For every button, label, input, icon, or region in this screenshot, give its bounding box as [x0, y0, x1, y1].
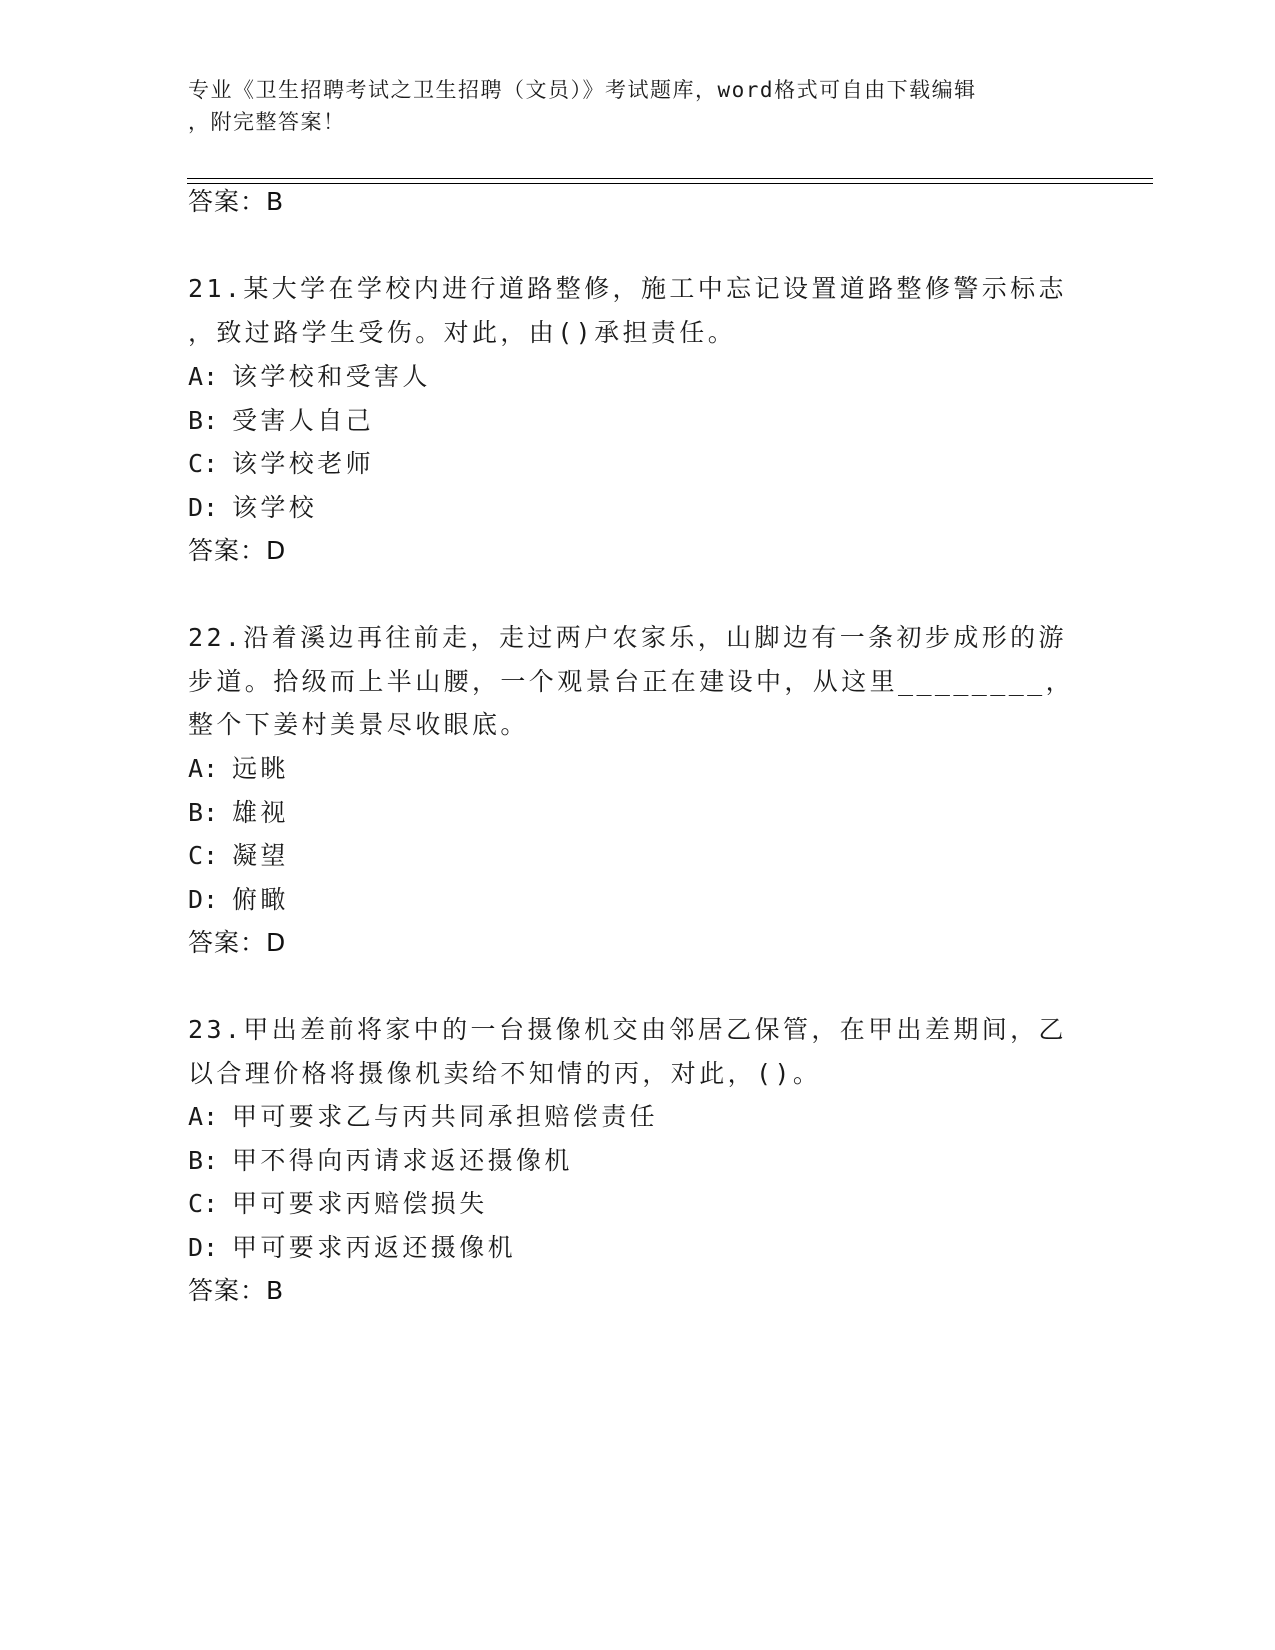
question-21-option-b	[188, 404, 374, 438]
document-header	[188, 74, 1068, 138]
option-key: B:	[188, 1146, 219, 1175]
option-key: B:	[188, 798, 219, 827]
question-22-line-2: 步道。拾级而上半山腰，一个观景台正在建设中，从这里________，	[188, 667, 1075, 696]
header-line-2: ，附完整答案！	[188, 110, 346, 134]
option-text: 该学校老师	[232, 449, 375, 478]
question-23-line-1: 23.甲出差前将家中的一台摄像机交由邻居乙保管，在甲出差期间，乙	[188, 1015, 1067, 1044]
option-text: 雄视	[232, 798, 289, 827]
option-text: 俯瞰	[232, 885, 289, 914]
option-key: C:	[188, 841, 219, 870]
option-key: B:	[188, 406, 219, 435]
option-text: 甲可要求丙赔偿损失	[232, 1189, 488, 1218]
option-key: A:	[188, 1102, 219, 1131]
question-22-line-1: 22.沿着溪边再往前走，走过两户农家乐，山脚边有一条初步成形的游	[188, 623, 1067, 652]
option-text: 甲可要求丙返还摄像机	[232, 1233, 517, 1262]
question-23-line-2: 以合理价格将摄像机卖给不知情的丙，对此，()。	[188, 1059, 822, 1088]
option-key: D:	[188, 1233, 219, 1262]
option-text: 凝望	[232, 841, 289, 870]
question-21-answer: 答案：D	[188, 536, 287, 565]
question-22-line-3: 整个下姜村美景尽收眼底。	[188, 710, 529, 739]
question-21-line-1: 21.某大学在学校内进行道路整修，施工中忘记设置道路整修警示标志	[188, 274, 1067, 303]
option-text: 甲可要求乙与丙共同承担赔偿责任	[232, 1102, 659, 1131]
option-key: D:	[188, 885, 219, 914]
question-23-option-d	[188, 1231, 516, 1265]
question-22-option-c	[188, 839, 289, 873]
option-key: C:	[188, 1189, 219, 1218]
question-23-option-a	[188, 1100, 658, 1134]
previous-answer: 答案：B	[188, 187, 285, 216]
question-22-option-a	[188, 752, 289, 786]
question-21-line-2: ，致过路学生受伤。对此，由()承担责任。	[188, 318, 737, 347]
option-key: D:	[188, 493, 219, 522]
question-22-answer: 答案：D	[188, 928, 287, 957]
question-22-option-d	[188, 883, 289, 917]
question-21-option-d	[188, 491, 317, 525]
question-23-option-c	[188, 1187, 488, 1221]
question-22-option-b	[188, 796, 289, 830]
header-line-1: 专业《卫生招聘考试之卫生招聘（文员）》考试题库，word格式可自由下载编辑	[188, 78, 977, 102]
option-text: 受害人自己	[232, 406, 375, 435]
option-text: 远眺	[232, 754, 289, 783]
question-21-option-a	[188, 360, 431, 394]
header-divider-top	[187, 178, 1153, 179]
option-key: A:	[188, 362, 219, 391]
header-divider-bottom	[187, 183, 1153, 184]
option-key: C:	[188, 449, 219, 478]
option-text: 甲不得向丙请求返还摄像机	[232, 1146, 573, 1175]
question-23-option-b	[188, 1144, 573, 1178]
option-text: 该学校	[232, 493, 318, 522]
question-23-answer: 答案：B	[188, 1276, 285, 1305]
option-text: 该学校和受害人	[232, 362, 431, 391]
option-key: A:	[188, 754, 219, 783]
question-21-option-c	[188, 447, 374, 481]
